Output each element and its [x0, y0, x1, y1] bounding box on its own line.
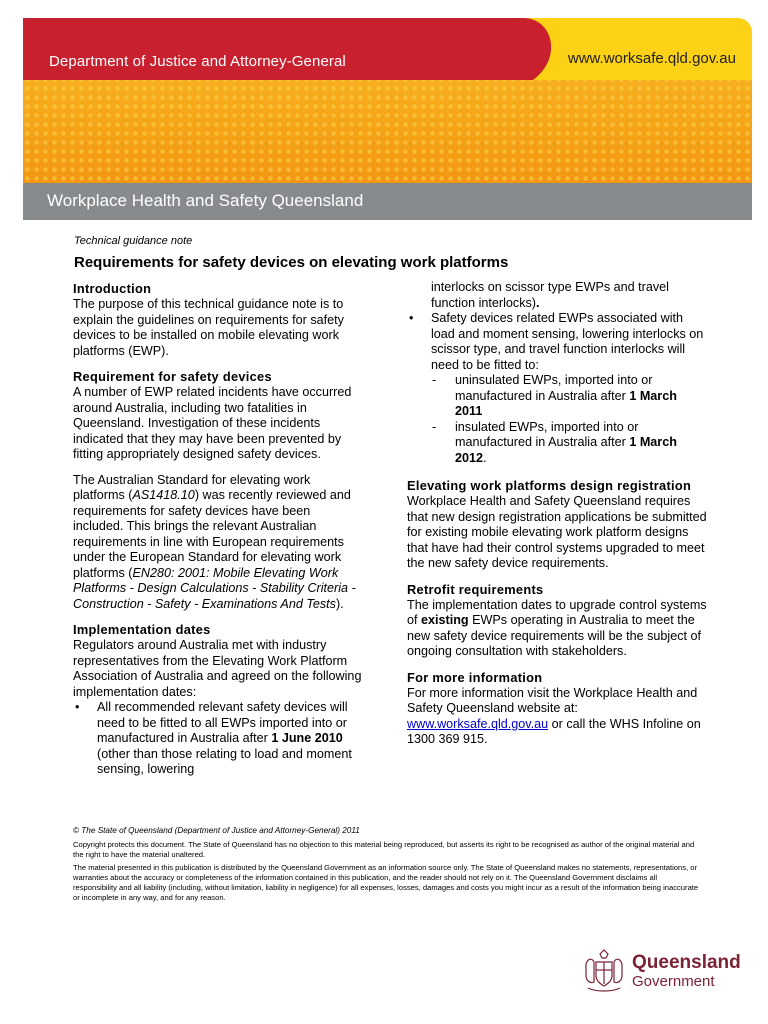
- date-emphasis: 1 March 2011: [455, 388, 677, 418]
- sub-list: [431, 373, 707, 466]
- design-heading: Elevating work platforms design registration: [407, 478, 692, 493]
- punctuation: .: [536, 295, 540, 310]
- list-item: [73, 700, 363, 778]
- design-body: Workplace Health and Safety Queensland requires that new design registration applications be submitted for existing mobile elevating work platform designs that have had their control systems upgraded to meet the new safety device requirements.: [407, 494, 707, 570]
- introduction-section: [73, 281, 363, 359]
- disclaimer: The material presented in this publication is distributed by the Queensland Government as an information source only. The State of Queensland makes no statements, representations, or warranties about the accuracy or completeness of the information contained in this publication, and the reader should not rely on it. The Queensland Government disclaims all responsibility and all liability (including, without limitation, liability in negligence) for all expenses, losses, damages and costs you might incur as a result of the information being inaccurate or incomplete in any way, and for any reason.: [73, 863, 699, 902]
- implementation-list: [73, 700, 363, 778]
- copyright-notice: Copyright protects this document. The State of Queensland has no objection to this material being reproduced, but asserts its right to be recognised as author of the original material and the right to have the material unaltered.: [73, 840, 695, 859]
- more-info-section: [407, 670, 707, 748]
- standard-ref: EN280: [132, 565, 171, 580]
- sub-list-item: [431, 420, 707, 467]
- list-item: [407, 311, 707, 466]
- footer: [73, 826, 703, 906]
- requirement-heading: Requirement for safety devices: [73, 369, 272, 384]
- requirement-paragraph-2: [73, 473, 363, 613]
- requirement-section: [73, 369, 363, 612]
- date-emphasis: 1 June 2010: [271, 731, 343, 745]
- introduction-body: The purpose of this technical guidance note is to explain the guidelines on requirements for safety devices to be installed on mobile elevating work platforms (EWP).: [73, 297, 344, 358]
- design-section: [407, 478, 707, 572]
- text-span: EWPs operating in Australia to meet the new safety device requirements will be the subject of ongoing consultation with stakeholders.: [407, 613, 702, 658]
- retrofit-heading: Retrofit requirements: [407, 581, 544, 597]
- coat-of-arms-icon: [580, 948, 628, 994]
- implementation-list-2: [407, 311, 707, 466]
- standard-title: : 2001: Mobile Elevating Work Platforms - Design Calculations - Stability Criteria - Construction - Safety - Examinations And Tests: [73, 565, 356, 611]
- division-name: Workplace Health and Safety Queensland: [47, 191, 364, 210]
- text-span: The implementation dates to upgrade control systems of: [407, 597, 707, 627]
- retrofit-section: [407, 582, 707, 660]
- header-url: www.worksafe.qld.gov.au: [567, 50, 736, 67]
- text-span: .: [483, 450, 487, 465]
- sub-list-item: [431, 373, 707, 420]
- text-span: All recommended relevant safety devices will need to be fitted to all EWPs imported into or manufactured in Australia after: [97, 700, 348, 745]
- copyright-line: © The State of Queensland (Department of Justice and Attorney-General) 2011: [73, 826, 360, 835]
- text-span: Safety devices related EWPs associated with load and moment sensing, lowering interlocks on scissor type, and travel function interlocks will need to be fitted to:: [431, 311, 704, 372]
- text-span: insulated EWPs, imported into or manufactured in Australia after: [455, 419, 639, 449]
- logo-queensland: Queensland: [632, 952, 741, 973]
- retrofit-body: [407, 598, 707, 660]
- text-span: ) was recently reviewed and requirements for safety devices have been included. This brings the relevant Australian requirements in line with European requirements under the European Standard for elevating work platforms (: [73, 488, 351, 580]
- standard-ref: AS1418.10: [132, 488, 195, 502]
- text-span: The Australian Standard for elevating work platforms (: [73, 472, 311, 502]
- text-span: or call the WHS Infoline on 1300 369 915.: [407, 716, 701, 746]
- text-span: ).: [335, 596, 344, 611]
- text-span: (other than those relating to load and moment sensing, lowering: [97, 746, 352, 776]
- worksafe-link[interactable]: www.worksafe.qld.gov.au: [407, 716, 549, 731]
- list-item-tail: interlocks on scissor type EWPs and travel function interlocks).: [431, 280, 669, 310]
- right-column-content: [407, 280, 707, 758]
- left-column: [73, 281, 363, 784]
- text-span: For more information visit the Workplace Health and Safety Queensland website at:: [407, 685, 698, 715]
- introduction-heading: Introduction: [73, 281, 152, 296]
- date-emphasis: 1 March 2012: [455, 435, 677, 465]
- emphasis: existing: [421, 613, 469, 627]
- implementation-heading: Implementation dates: [73, 622, 211, 637]
- queensland-government-logo: [580, 948, 740, 996]
- requirement-paragraph-1: A number of EWP related incidents have occurred around Australia, including two fatalities in Queensland. Investigation of these incidents indicated that they may have been prevented by fitting appropriately designed safety devices.: [73, 385, 352, 461]
- implementation-body: Regulators around Australia met with industry representatives from the Elevating Work Platform Association of Australia and agreed on the following implementation dates:: [73, 638, 362, 699]
- implementation-section: [73, 622, 363, 778]
- document-title: Requirements for safety devices on elevating work platforms: [74, 254, 509, 271]
- more-info-heading: For more information: [407, 669, 543, 685]
- logo-government: Government: [632, 973, 715, 990]
- header-banner: [23, 18, 752, 220]
- document-type: Technical guidance note: [74, 235, 193, 247]
- more-info-body: [407, 686, 707, 748]
- text-span: uninsulated EWPs, imported into or manufactured in Australia after: [455, 373, 653, 403]
- department-name: Department of Justice and Attorney-General: [49, 53, 346, 70]
